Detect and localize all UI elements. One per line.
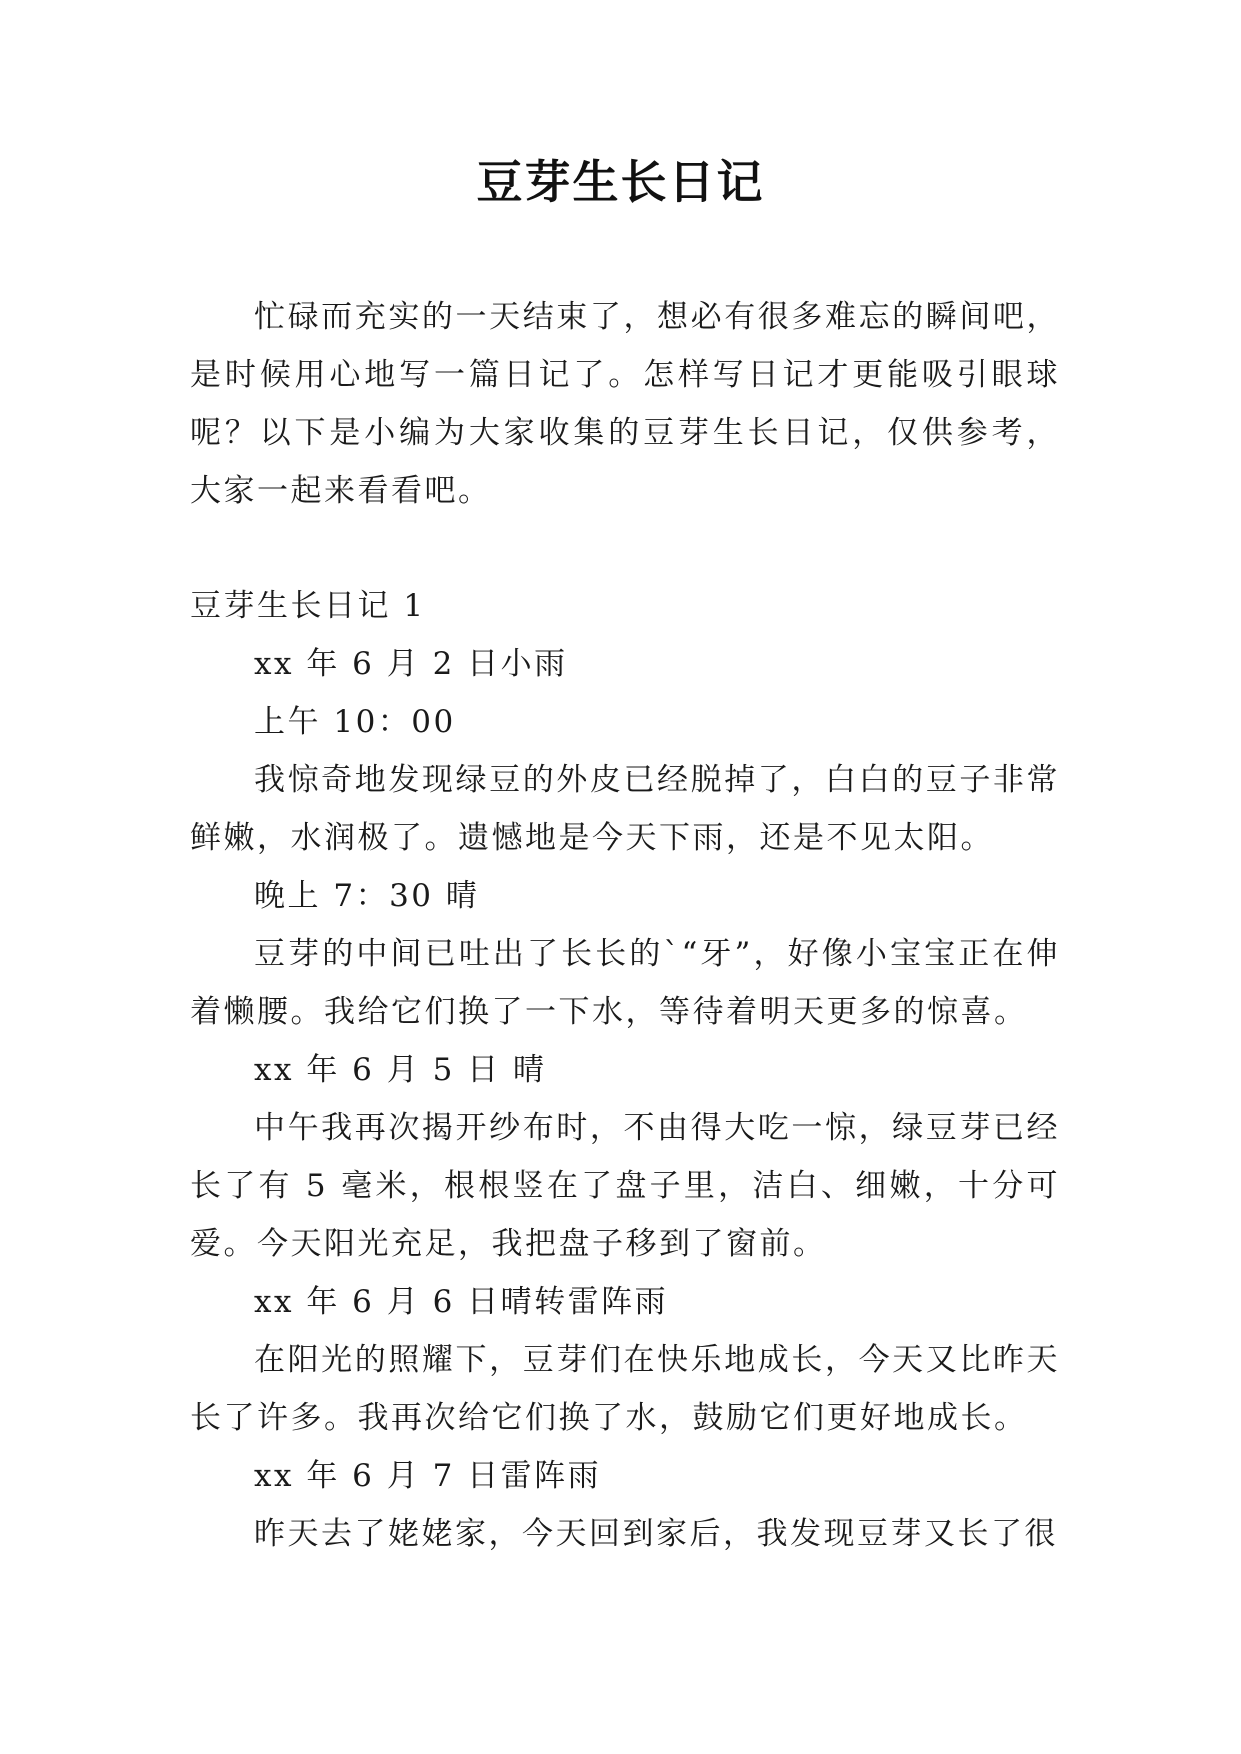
intro-block — [190, 288, 1060, 520]
intro-paragraph: 忙碌而充实的一天结束了，想必有很多难忘的瞬间吧，是时候用心地写一篇日记了。怎样写日记才更能吸引眼球呢？以下是小编为大家收集的豆芽生长日记，仅供参考，大家一起来看看吧。 — [190, 299, 1060, 509]
diary-entries — [190, 577, 1060, 1563]
section-heading: 豆芽生长日记 1 — [190, 588, 426, 624]
entry-date: xx 年 6 月 7 日雷阵雨 — [254, 1458, 602, 1494]
entry-paragraph: 我惊奇地发现绿豆的外皮已经脱掉了，白白的豆子非常鲜嫩，水润极了。遗憾地是今天下雨，还是不见太阳。 — [190, 762, 1060, 856]
entry-date: xx 年 6 月 6 日晴转雷阵雨 — [254, 1284, 669, 1320]
document-title: 豆芽生长日记 — [476, 155, 765, 209]
entry-paragraph: 昨天去了姥姥家，今天回到家后，我发现豆芽又长了很 — [254, 1516, 1058, 1552]
entry-date: xx 年 6 月 5 日 晴 — [254, 1052, 547, 1088]
entry-paragraph: 中午我再次揭开纱布时，不由得大吃一惊，绿豆芽已经长了有 5 毫米，根根竖在了盘子里，洁白、细嫩，十分可爱。今天阳光充足，我把盘子移到了窗前。 — [190, 1110, 1060, 1262]
entry-time: 上午 10：00 — [254, 704, 456, 740]
entry-paragraph: 在阳光的照耀下，豆芽们在快乐地成长，今天又比昨天长了许多。我再次给它们换了水，鼓励它们更好地成长。 — [190, 1342, 1060, 1436]
entry-time: 晚上 7：30 晴 — [254, 878, 480, 914]
entry-date: xx 年 6 月 2 日小雨 — [254, 646, 568, 682]
entry-paragraph: 豆芽的中间已吐出了长长的`“牙”，好像小宝宝正在伸着懒腰。我给它们换了一下水，等待着明天更多的惊喜。 — [190, 936, 1060, 1030]
